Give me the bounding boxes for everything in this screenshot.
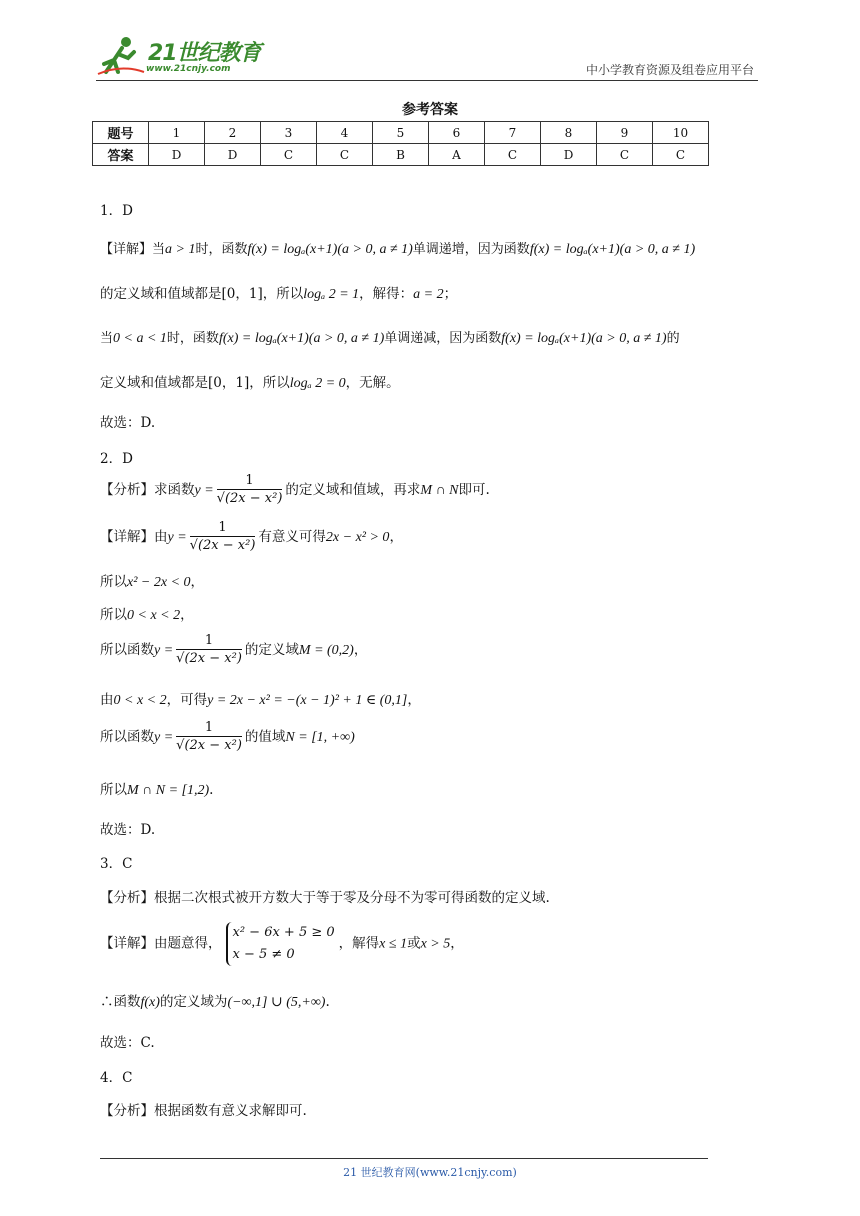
math: x > 5: [420, 936, 451, 952]
equation-system: [226, 922, 335, 966]
row-label-number: 题号: [93, 122, 149, 144]
table-cell: C: [261, 144, 317, 166]
table-cell: C: [597, 144, 653, 166]
text: ，可得: [166, 692, 208, 708]
text: 的定义域: [244, 642, 299, 658]
math: y =: [154, 730, 174, 745]
text: ，无解。: [345, 375, 400, 391]
q4-analysis: 【分析】根据函数有意义求解即可.: [100, 1103, 307, 1119]
math: N = [1, +∞): [285, 730, 355, 745]
math: y =: [194, 483, 214, 498]
text: ，解得：: [359, 286, 414, 302]
table-cell: B: [373, 144, 429, 166]
q2-choice: 故选：D.: [100, 822, 156, 838]
table-cell: 7: [485, 122, 541, 144]
math: y =: [154, 643, 174, 658]
text: 单调递增，因为函数: [412, 242, 530, 257]
text: 或: [407, 935, 421, 952]
text: 的定义域和值域，再求: [285, 482, 421, 498]
q2-detail-line3: [100, 603, 194, 624]
math: f(x): [140, 995, 160, 1010]
text: 【详解】由: [100, 529, 168, 545]
text: ，: [407, 692, 421, 708]
math: a > 1: [165, 242, 196, 257]
table-cell: 2: [205, 122, 261, 144]
table-cell: 9: [597, 122, 653, 144]
text: ∴函数: [100, 994, 141, 1010]
text: 时，函数: [166, 331, 219, 346]
text: 当: [100, 331, 114, 346]
system-row-2: x − 5 ≠ 0: [232, 947, 295, 962]
math: 0 < a < 1: [113, 331, 167, 346]
table-cell: C: [485, 144, 541, 166]
math: f(x) = logₐ(x+1)(a > 0, a ≠ 1): [218, 331, 385, 346]
footer-link[interactable]: 21 世纪教育网(www.21cnjy.com): [343, 1166, 517, 1179]
fraction: [176, 720, 242, 755]
q1-heading: 1．D: [100, 203, 133, 219]
fraction-denominator: √(2x − x²): [216, 491, 283, 506]
text: 所以函数: [100, 729, 154, 745]
q2-detail-line5: [100, 688, 421, 709]
math: f(x) = logₐ(x+1)(a > 0, a ≠ 1): [247, 242, 413, 257]
q1-choice: 故选：D.: [100, 415, 156, 431]
fraction-denominator: √(2x − x²): [189, 538, 256, 553]
text: ，: [353, 642, 368, 658]
answer-table: [92, 121, 709, 166]
text: .: [209, 782, 214, 798]
math: x ≤ 1: [379, 936, 408, 952]
q1-detail-line3: [100, 327, 680, 347]
system-row-1: x² − 6x + 5 ≥ 0: [232, 925, 335, 940]
math: f(x) = logₐ(x+1)(a > 0, a ≠ 1): [529, 242, 696, 257]
text: 所以: [100, 607, 127, 623]
runner-logo-icon: [96, 34, 146, 76]
math: logₐ 2 = 1: [303, 287, 360, 302]
q2-detail-line1: [100, 520, 403, 555]
table-row-answers: [93, 144, 709, 166]
q1-detail-line4: [100, 371, 400, 392]
table-cell: 10: [653, 122, 709, 144]
table-cell: 1: [149, 122, 205, 144]
text: 【分析】求函数: [100, 482, 195, 498]
text: ，: [190, 574, 205, 590]
table-cell: 8: [541, 122, 597, 144]
text: 的: [666, 331, 680, 346]
text: 的定义域和值域都是[0，1]，所以: [100, 286, 304, 302]
text: 即可.: [458, 482, 490, 498]
math: 0 < x < 2: [127, 608, 181, 623]
math: 0 < x < 2: [113, 693, 167, 708]
table-cell: D: [149, 144, 205, 166]
text: 的定义域为: [159, 994, 228, 1010]
q2-analysis: [100, 473, 490, 508]
math: M = (0,2): [298, 643, 354, 658]
table-cell: 4: [317, 122, 373, 144]
table-cell: C: [317, 144, 373, 166]
header-platform-name: 中小学教育资源及组卷应用平台: [585, 63, 754, 77]
q3-choice: 故选：C.: [100, 1035, 155, 1051]
table-cell: D: [205, 144, 261, 166]
fraction: [176, 633, 242, 668]
table-cell: 3: [261, 122, 317, 144]
q3-analysis: 【分析】根据二次根式被开方数大于等于零及分母不为零可得函数的定义域.: [100, 890, 550, 906]
q3-heading: 3．C: [100, 856, 133, 872]
math: M ∩ N: [420, 483, 459, 498]
fraction: [217, 473, 283, 508]
text: 的值域: [244, 729, 286, 745]
text: ，解得: [338, 935, 380, 952]
text: 由: [100, 692, 114, 708]
fraction-numerator: 1: [176, 720, 242, 737]
text: 所以: [100, 574, 127, 590]
table-cell: 6: [429, 122, 485, 144]
table-cell: 5: [373, 122, 429, 144]
table-row-numbers: [93, 122, 709, 144]
math: y =: [167, 530, 187, 545]
fraction-numerator: 1: [176, 633, 242, 650]
q2-detail-line6: [100, 720, 355, 755]
math: logₐ 2 = 0: [289, 376, 346, 391]
math: (−∞,1] ∪ (5,+∞): [227, 995, 326, 1010]
q1-detail-line1: [100, 238, 695, 258]
table-cell: D: [541, 144, 597, 166]
q2-detail-line4: [100, 633, 367, 668]
text: 所以: [100, 782, 127, 798]
math: 2x − x² > 0: [325, 530, 390, 545]
footer-divider: [100, 1158, 708, 1159]
text: 单调递减，因为函数: [384, 331, 502, 346]
table-cell: A: [429, 144, 485, 166]
fraction-denominator: √(2x − x²): [176, 651, 242, 666]
text: 【详解】当: [100, 242, 166, 257]
fraction: [190, 520, 256, 555]
page-header: [96, 34, 758, 81]
text: 【详解】由题意得，: [100, 935, 222, 952]
page-title: 参考答案: [402, 102, 458, 118]
math: M ∩ N = [1,2): [127, 783, 210, 798]
text: 定义域和值域都是[0，1]，所以: [100, 375, 290, 391]
text: ，: [389, 529, 403, 545]
math: x² − 2x < 0: [127, 575, 191, 590]
q1-detail-line2: [100, 282, 457, 303]
math: f(x) = logₐ(x+1)(a > 0, a ≠ 1): [501, 331, 667, 346]
q2-detail-line2: [100, 570, 204, 591]
q3-detail-line1: [100, 922, 464, 966]
math: y = 2x − x² = −(x − 1)² + 1 ∈ (0,1]: [207, 693, 408, 708]
text: .: [325, 994, 330, 1010]
math: a = 2: [413, 287, 444, 302]
q2-detail-line7: [100, 778, 213, 799]
table-cell: C: [653, 144, 709, 166]
fraction-numerator: 1: [217, 473, 283, 490]
fraction-denominator: √(2x − x²): [176, 738, 242, 753]
text: ；: [443, 286, 458, 302]
q4-heading: 4．C: [100, 1070, 133, 1086]
row-label-answer: 答案: [93, 144, 149, 166]
q2-heading: 2．D: [100, 451, 133, 467]
text: 有意义可得: [258, 529, 326, 545]
q3-detail-line2: [100, 990, 330, 1011]
text: ，: [450, 935, 464, 952]
text: 所以函数: [100, 642, 154, 658]
logo-text: 21世纪教育: [148, 41, 261, 66]
fraction-numerator: 1: [190, 520, 256, 537]
text: 时，函数: [195, 242, 248, 257]
site-logo[interactable]: [96, 34, 266, 76]
logo-url: www.21cnjy.com: [146, 64, 231, 74]
text: ，: [180, 607, 194, 623]
